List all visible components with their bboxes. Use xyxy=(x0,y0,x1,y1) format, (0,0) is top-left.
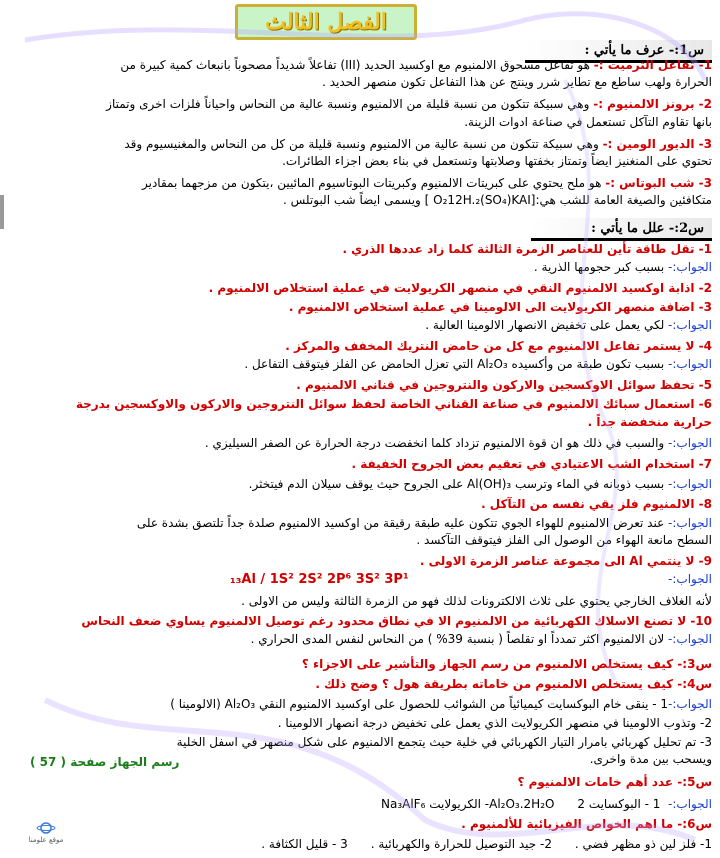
q1-item-3-cont: تحتوي على المنغنيز ايضاً وتمتاز بخفتها وصلابتها وتستعمل في بناء بعض اجزاء الطائرات. xyxy=(282,154,712,168)
q4-step-3: 3- تم تحليل كهربائي بامرار التيار الكهربائي في خلية حيث يتجمع الالمنيوم على شكل منصهر في اسفل الخلية xyxy=(176,735,712,749)
q5-answer: الجواب:- 1 - البوكسايت Al₂O₃.2H₂O 2- الكريولايت Na₃AlF₆ xyxy=(381,797,712,811)
q4-diagram-note: رسم الجهاز صفحة ( 57 ) xyxy=(30,755,180,769)
q2-answer-8: الجواب:- عند تعرض الالمنيوم للهواء الجوي تتكون عليه طبقة رقيقة من اوكسيد الالمنيوم صلدة جداً تلتصق بشدة على xyxy=(136,516,712,530)
logo-icon xyxy=(36,822,56,834)
q1-item-4: 3- شب البوتاس :- هو ملح يحتوي على كبريتات الالمنيوم وكبريتات البوتاسيوم المائيين ،يتكون من مزجهما بمقادير xyxy=(142,176,712,190)
q4-step-1: الجواب:-1 - ينقى خام البوكسايت كيميائياً من الشوائب للحصول على اوكسيد الالمنيوم النقي Al₂O₃ (الالومينا ) xyxy=(170,697,712,711)
q5-header: س5:- عدد أهم خامات الالمنيوم ؟ xyxy=(517,775,712,789)
q1-item-1-cont: الحرارة ولهب ساطع مع تطاير شرر وينتج عن هذا التفاعل تكون منصهر الحديد . xyxy=(322,75,712,89)
q2-question-8: 8- الالمنيوم فلز يقي نفسه من التآكل . xyxy=(481,497,712,511)
q2-question-6-cont: حرارية منخفضة جداً . xyxy=(587,415,712,429)
q3-header: س3:- كيف يستخلص الالمنيوم من رسم الجهاز والتأشير على الاجزاء ؟ xyxy=(301,657,712,671)
q2-answer-10: الجواب:- لان الالمنيوم اكثر تمدداً او تقلصاً ( بنسبة 39% ) من النحاس لنفس المدى الحراري . xyxy=(250,632,712,646)
q2-header: س2:- علل ما يأتي : xyxy=(531,218,712,241)
q2-question-10: 10- لا تصنع الاسلاك الكهربائية من الالمنيوم الا في نطاق محدود رغم توصيل الالمنيوم يساوي ضعف النحاس xyxy=(81,614,712,628)
page-margin-bar xyxy=(0,195,4,229)
q2-question-9: 9- لا ينتمي Al الى مجموعة عناصر الزمرة الاولى . xyxy=(419,554,712,568)
q1-header: س1:- عرف ما يأتي : xyxy=(525,40,712,63)
q2-answer-9-cont: لأنه الغلاف الخارجي يحتوي على ثلاث الالكترونات لذلك فهو من الزمرة الثالثة وليس من الاولى . xyxy=(241,594,712,608)
q1-item-2: 2- برونز الالمنيوم :- وهي سبيكة تتكون من نسبة قليلة من الالمنيوم ونسبة عالية من النحاس واحياناً فلزات اخرى وتمتاز xyxy=(106,97,712,111)
q6-answer: 1- فلز لين ذو مظهر فضي . 2- جيد التوصيل للحرارة والكهربائية . 3 - قليل الكثافة . xyxy=(261,837,712,851)
q2-question-6: 6- استعمال سبائك الالمنيوم في صناعة القناني الخاصة لحفظ سوائل النتروجين والاركون والاوكسجين بدرجة xyxy=(75,397,712,411)
q4-header: س4:- كيف يستخلص الالمنيوم من خاماته بطريقة هول ؟ وضح ذلك . xyxy=(315,677,712,691)
q1-item-2-cont: بانها تقاوم التآكل تستعمل في صناعة ادوات الزينة. xyxy=(464,115,712,129)
q2-answer-3: الجواب:- لكي يعمل على تخفيض الانصهار الالومينا العالية . xyxy=(425,318,712,332)
q2-question-7: 7- استخدام الشب الاعتيادي في تعقيم بعض الجروح الخفيفة . xyxy=(351,457,712,471)
electron-configuration: ₁₃Al / 1S² 2S² 2P⁶ 3S² 3P¹ xyxy=(230,572,409,587)
q1-item-1: 1- تفاعل الثرميت :- هو تفاعل مسحوق الالمنيوم مع اوكسيد الحديد (III) تفاعلاً شديداً مصحوباً بانبعاث كمية كبيرة من xyxy=(120,58,712,72)
q2-question-3: 3- اضافة منصهر الكريولايت الى الالومينا في عملية استخلاص الالمنيوم . xyxy=(288,300,712,314)
q1-item-3: 3- الديور الومين :- وهي سبيكة تتكون من نسبة عالية من الالمنيوم ونسبة قليلة من كل من النحاس والمغنيسيوم وقد xyxy=(124,137,712,151)
q6-header: س6:- ما اهم الخواص الفيزيائية للألمنيوم . xyxy=(461,817,712,831)
q4-step-3-cont: ويسحب بين مدة واخرى. xyxy=(589,752,712,766)
q2-answer-7: الجواب:- بسبب ذوبانه في الماء وترسب Al(OH)₃ على الجروح حيث يوقف سيلان الدم فيتخثر. xyxy=(248,477,712,491)
logo-text: موقع علومنا xyxy=(28,836,64,844)
q4-step-2: 2- وتذوب الالومينا في منصهر الكريولايت الذي يعمل على تخفيض درجة انصهار الالومينا . xyxy=(277,716,712,730)
site-logo xyxy=(16,822,76,844)
q2-question-2: 2- اذابة اوكسيد الالمنيوم النقي في منصهر الكريولايت في عملية استخلاص الالمنيوم . xyxy=(208,281,712,295)
q2-answer-6: الجواب:- والسبب في ذلك هو ان قوة الالمنيوم تزداد كلما انخفضت درجة الحرارة عن الصفر السيليزي . xyxy=(204,436,712,450)
q1-item-4-cont: متكافئين والصيغة العامة للشب هي:[O₂12H.₂(SO₄)KAI ] ويسمى ايضاً شب البوتلس . xyxy=(283,193,712,207)
q2-answer-9: الجواب:- xyxy=(668,572,712,586)
q2-question-1: 1- تقل طاقة تأين للعناصر الزمرة الثالثة كلما زاد عددها الذري . xyxy=(342,242,712,256)
q2-question-5: 5- تحفظ سوائل الاوكسجين والاركون والنتروجين في قناني الالمنيوم . xyxy=(296,378,712,392)
page-title: الفصل الثالث xyxy=(235,4,417,40)
q2-question-4: 4- لا يستمر تفاعل الالمنيوم مع كل من حامض النتريك المخفف والمركز . xyxy=(285,339,712,353)
q2-answer-8-cont: السطح مانعة الهواء من الوصول الى الفلز فيتوقف التآكسد . xyxy=(416,533,712,547)
q2-answer-4: الجواب:- بسبب تكون طبقة من وأكسيده Al₂O₃ التي تعزل الحامض عن الفلز فيتوقف التفاعل . xyxy=(244,357,712,371)
q2-answer-1: الجواب:- بسبب كبر حجومها الذرية . xyxy=(533,260,712,274)
